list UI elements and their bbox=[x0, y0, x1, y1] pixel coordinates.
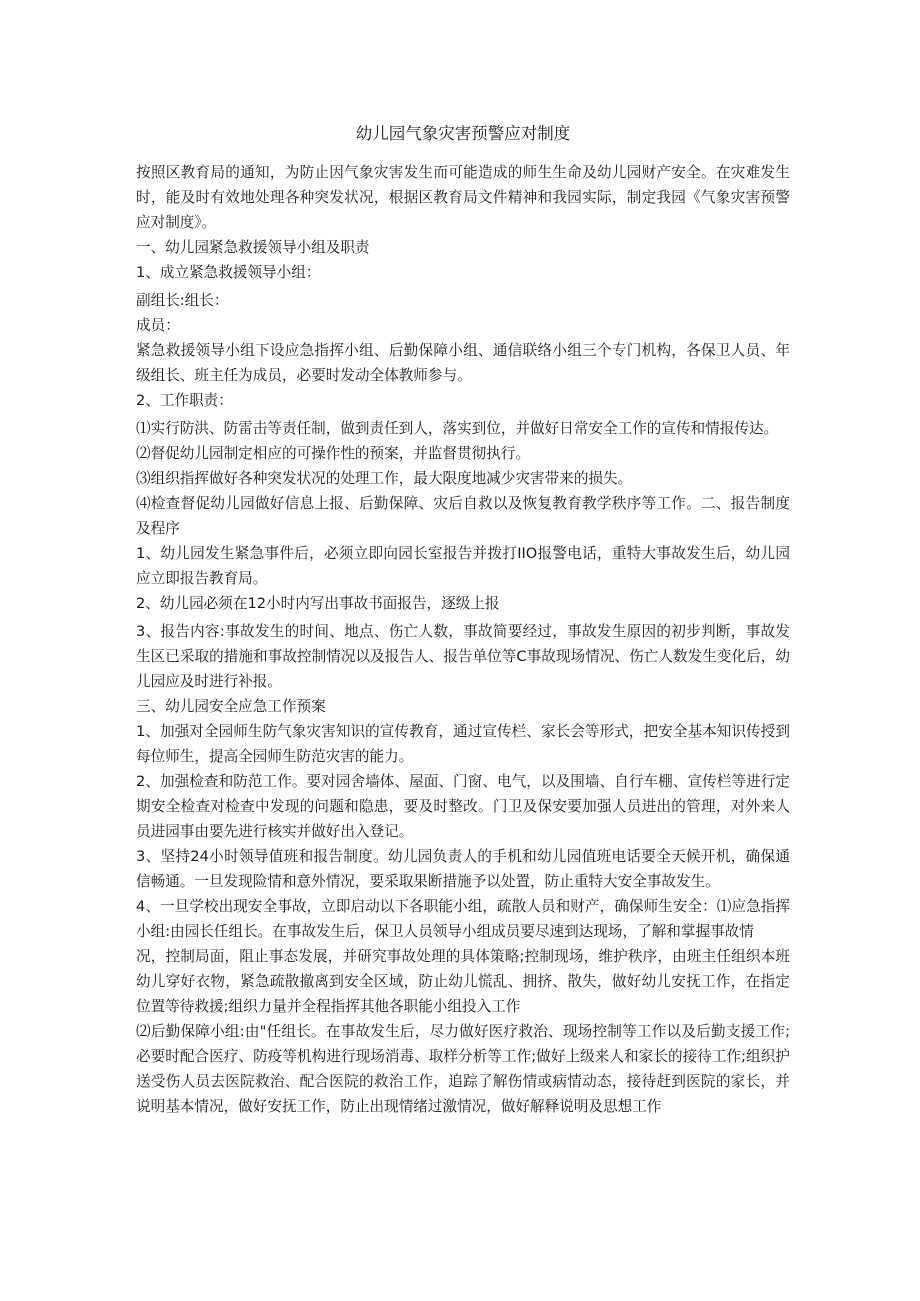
section-heading-3: 三、幼儿园安全应急工作预案 bbox=[136, 698, 326, 715]
paragraph: ⑵督促幼儿园制定相应的可操作性的预案，并监督贯彻执行。 bbox=[136, 445, 531, 462]
paragraph: 紧急救援领导小组下设应急指挥小组、后勤保障小组、通信联络小组三个专门机构，各保卫人员、年级组长、班主任为成员，必要时发动全体教师参与。 bbox=[136, 342, 790, 384]
section-heading-1: 一、幼儿园紧急救援领导小组及职责 bbox=[136, 239, 370, 256]
intro-paragraph: 按照区教育局的通知，为防止因气象灾害发生而可能造成的师生生命及幼儿园财产安全。在灾难发生时，能及时有效地处理各种突发状况，根据区教育局文件精神和我园实际，制定我园《气象灾害预警应对制度》。 bbox=[136, 164, 790, 231]
document-title: 幼儿园气象灾害预警应对制度 bbox=[355, 124, 571, 143]
paragraph: 2、工作职责： bbox=[136, 392, 233, 409]
paragraph: 2、幼儿园必须在12小时内写出事故书面报告，逐级上报 bbox=[136, 595, 500, 612]
paragraph: 3、坚持24小时领导值班和报告制度。幼儿园负责人的手机和幼儿园值班电话要全天候开机，确保通信畅通。一旦发现险情和意外情况，要采取果断措施予以处置，防止重特大安全事故发生。 bbox=[136, 848, 790, 890]
paragraph: 况，控制局面，阻止事态发展，并研究事故处理的具体策略;控制现场，维护秩序，由班主任组织本班幼儿穿好衣物，紧急疏散撤离到安全区域，防止幼儿慌乱、拥挤、散失，做好幼儿安抚工作，在指定位置等待救援;组织力量并全程指挥其他各职能小组投入工作 bbox=[136, 948, 790, 1015]
paragraph: 2、加强检查和防范工作。要对园舍墙体、屋面、门窗、电气，以及围墙、自行车棚、宣传栏等进行定期安全检查对检查中发现的问题和隐患，要及时整改。门卫及保安要加强人员进出的管理，对外来人员进园事由要先进行核实并做好出入登记。 bbox=[136, 773, 790, 840]
paragraph: 3、报告内容:事故发生的时间、地点、伤亡人数，事故简要经过，事故发生原因的初步判断，事故发生区已采取的措施和事故控制情况以及报告人、报告单位等C事故现场情况、伤亡人数发生变化后，幼儿园应及时进行补报。 bbox=[136, 623, 790, 690]
paragraph: 4、一旦学校出现安全事故，立即启动以下各职能小组，疏散人员和财产，确保师生安全：⑴应急指挥小组:由园长任组长。在事故发生后，保卫人员领导小组成员要尽速到达现场，了解和掌握事故情 bbox=[136, 898, 790, 940]
paragraph: 1、加强对全园师生防气象灾害知识的宣传教育，通过宣传栏、家长会等形式，把安全基本知识传授到每位师生，提高全园师生防范灾害的能力。 bbox=[136, 723, 790, 765]
paragraph: 成员： bbox=[136, 317, 180, 334]
document-page bbox=[136, 122, 790, 1119]
paragraph: ⑵后勤保障小组:由"任组长。在事故发生后，尽力做好医疗救治、现场控制等工作以及后勤支援工作;必要时配合医疗、防疫等机构进行现场消毒、取样分析等工作;做好上级来人和家长的接待工作;组织护送受伤人员去医院救治、配合医院的救治工作，追踪了解伤情或病情动态，接待赶到医院的家长，并说明基本情况，做好安抚工作，防止出现情绪过激情况，做好解释说明及思想工作 bbox=[136, 1023, 790, 1115]
paragraph: ⑷检查督促幼儿园做好信息上报、后勤保障、灾后自救以及恢复教育教学秩序等工作。二、报告制度及程序 bbox=[136, 495, 790, 537]
paragraph: 1、成立紧急救援领导小组： bbox=[136, 264, 321, 281]
paragraph: 副组长:组长： bbox=[136, 292, 229, 309]
paragraph: ⑶组织指挥做好各种突发状况的处理工作，最大限度地减少灾害带来的损失。 bbox=[136, 470, 633, 487]
paragraph: ⑴实行防洪、防雷击等责任制，做到责任到人，落实到位，并做好日常安全工作的宣传和情报传达。 bbox=[136, 420, 779, 437]
paragraph: 1、幼儿园发生紧急事件后，必须立即向园长室报告并拨打IIO报警电话，重特大事故发生后，幼儿园应立即报告教育局。 bbox=[136, 545, 790, 587]
